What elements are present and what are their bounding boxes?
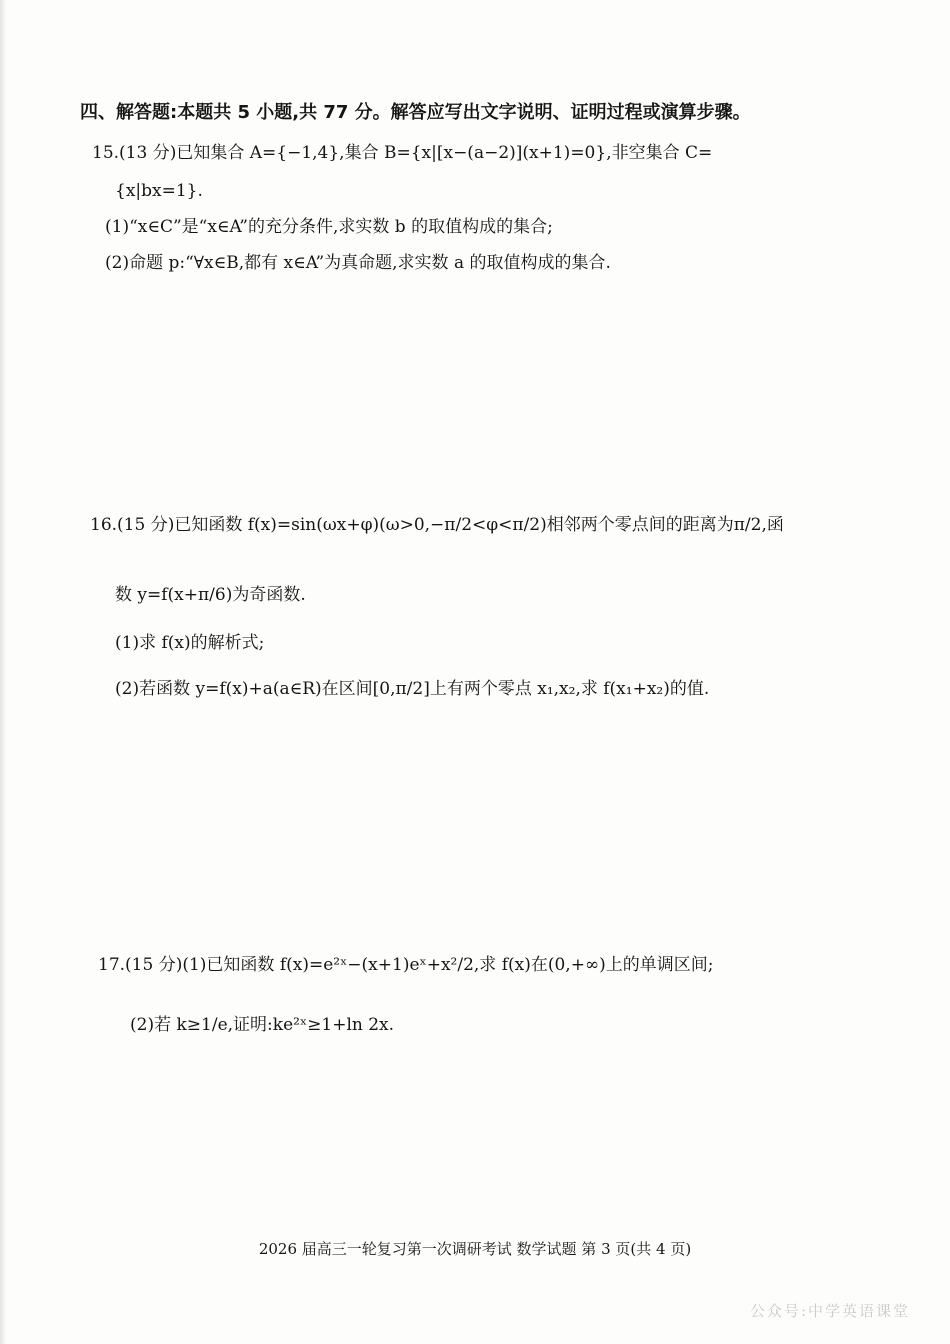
q17-line1: 17.(15 分)(1)已知函数 f(x)=e²ˣ−(x+1)eˣ+x²/2,求 f(x)在(0,+∞)上的单调区间; <box>98 955 714 975</box>
q15-part2: (2)命题 p:“∀x∈B,都有 x∈A”为真命题,求实数 a 的取值构成的集合. <box>105 253 611 273</box>
q17-part2: (2)若 k≥1/e,证明:ke²ˣ≥1+ln 2x. <box>130 1015 395 1035</box>
left-edge-shadow <box>0 0 6 1344</box>
q16-part1: (1)求 f(x)的解析式; <box>115 633 265 653</box>
q15-line2: {x|bx=1}. <box>115 181 203 201</box>
section-title: 四、解答题:本题共 5 小题,共 77 分。解答应写出文字说明、证明过程或演算步骤。 <box>80 102 751 123</box>
q16-line1: 16.(15 分)已知函数 f(x)=sin(ωx+φ)(ω>0,−π/2<φ<π/2)相邻两个零点间的距离为π/2,函 <box>90 515 784 535</box>
q15-part1: (1)“x∈C”是“x∈A”的充分条件,求实数 b 的取值构成的集合; <box>105 217 553 237</box>
q16-line2: 数 y=f(x+π/6)为奇函数. <box>115 585 306 605</box>
page-footer: 2026 届高三一轮复习第一次调研考试 数学试题 第 3 页(共 4 页) <box>258 1240 692 1258</box>
q15-line1: 15.(13 分)已知集合 A={−1,4},集合 B={x|[x−(a−2)](x+1)=0},非空集合 C= <box>92 143 713 163</box>
q16-part2: (2)若函数 y=f(x)+a(a∈R)在区间[0,π/2]上有两个零点 x₁,x₂,求 f(x₁+x₂)的值. <box>115 679 710 699</box>
watermark: 公众号:中学英语课堂 <box>749 1302 910 1320</box>
